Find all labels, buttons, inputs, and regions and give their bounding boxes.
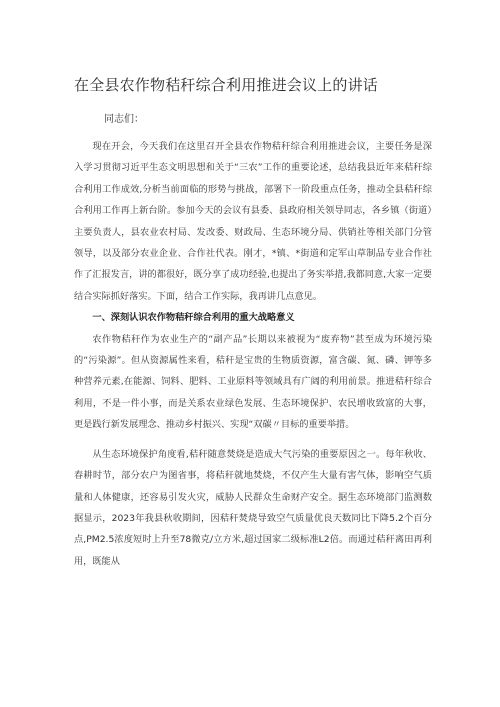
section-paragraph-2: 从生态环境保护角度看,秸秆随意焚烧是造成大气污染的重要原因之一。每年秋收、春耕时节，部分农户为图省事，将秸秆就地焚烧，不仅产生大量有害气体，影响空气质量和人体健康，还容易引发火灾，威胁人民群众生命财产安全。据生态环境部门监测数据显示，2023年我县秋收期间，因秸秆焚烧导致空气质量优良天数同比下降5.2个百分点,PM2.5浓度短时上升至78微克/立方米,超过国家二级标准L2倍。而通过秸秆离田再利用，既能从: [74, 448, 432, 567]
salutation: 同志们：: [104, 114, 144, 125]
document-body: [74, 136, 432, 572]
section-paragraph-1: 农作物秸秆作为农业生产的“副产品”长期以来被视为“废弃物”甚至成为环境污染的“污染源”。但从资源属性来看，秸秆是宝贵的生物质资源，富含碳、氮、磷、钾等多种营养元素,在能源、饲料、肥料、工业原料等领域具有广阔的利用前景。推进秸秆综合利用，不是一件小事，而是关系农业绿色发展、生态环境保护、农民增收致富的大事，更是践行新发展理念、推动乡村振兴、实现“双碳〃目标的重要举措。: [74, 333, 432, 431]
section-heading: 一、深刻认识农作物秸秆综合利用的重大战略意义: [92, 312, 295, 324]
opening-paragraph: 现在开会，今天我们在这里召开全县农作物秸秆综合利用推进会议，主要任务是深入学习贯彻习近平生态文明思想和关于“三农”工作的重要论述，总结我县近年来秸秆综合利用工作成效,分析当前面临的形势与挑战，部署下一阶段重点任务，推动全县秸秆综合利用工作再上新台阶。参加今天的会议有县委、县政府相关领导同志，各乡镇（街道）主要负责人，县农业农村局、发改委、财政局、生态环境分局、供销社等相关部门分管领导，以及部分农业企业、合作社代表。刚才，*镇、*街道和定军山草制品专业合作社作了汇报发言，讲的都很好，既分享了成功经验,也提出了务实举措,我都同意,大家一定要结合实际抓好落实。下面，结合工作实际，我再讲几点意见。: [74, 141, 432, 302]
document-title: 在全县农作物秸秆综合利用推进会议上的讲话: [74, 76, 379, 94]
